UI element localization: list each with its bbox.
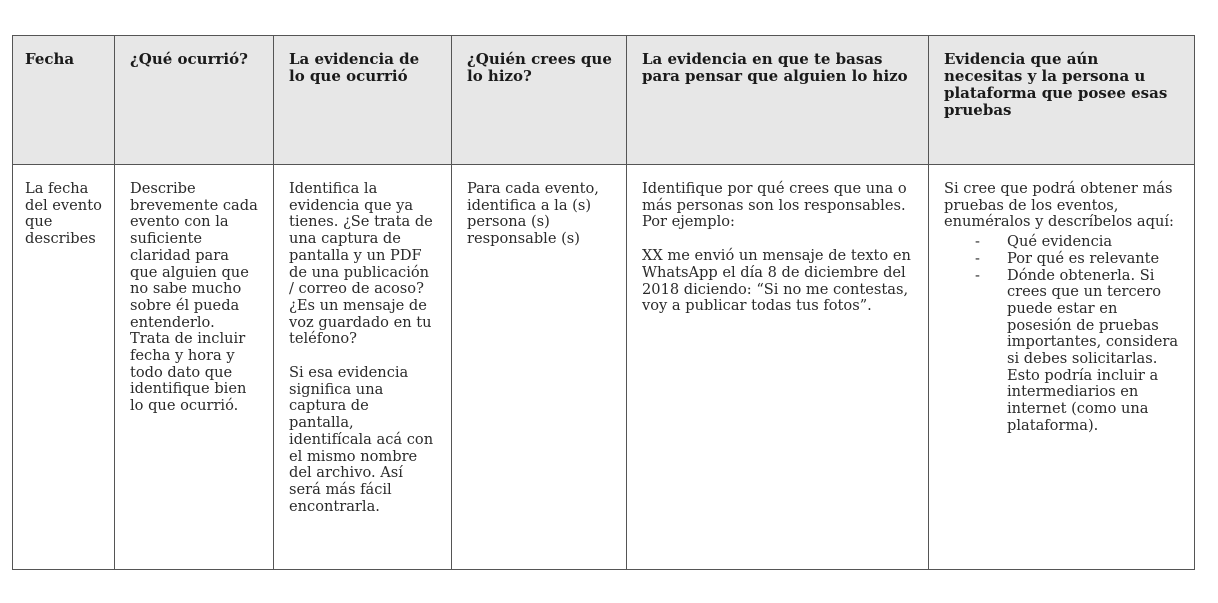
evidencia-paragraph-2: Si esa evidencia significa una captura de pantalla, identifícala acá con el mismo nombre del archivo. Así será más fácil encontrarla. xyxy=(289,364,434,515)
list-item: - Por qué es relevante xyxy=(1007,251,1180,268)
cell-fecha: La fecha del evento que describes xyxy=(13,165,115,570)
table-row xyxy=(13,165,1195,570)
cell-que-ocurrio: Describe brevemente cada evento con la suficiente claridad para que alguien que no sabe mucho sobre él pueda entenderlo. Trata de incluir fecha y hora y todo dato que identifique bien lo que ocurrió. xyxy=(115,165,274,570)
necesitas-list xyxy=(944,234,1180,434)
base-paragraph-2: XX me envió un mensaje de texto en WhatsApp el día 8 de diciembre del 2018 diciendo: “Si no me contestas, voy a publicar todas tus fotos”. xyxy=(642,247,911,315)
cell-necesitas xyxy=(929,165,1195,570)
header-necesitas: Evidencia que aún necesitas y la persona u plataforma que posee esas pruebas xyxy=(929,36,1195,165)
list-item: - Qué evidencia xyxy=(1007,234,1180,251)
header-quien: ¿Quién crees que lo hizo? xyxy=(452,36,627,165)
header-row xyxy=(13,36,1195,165)
evidencia-paragraph-1: Identifica la evidencia que ya tienes. ¿Se trata de una captura de pantalla y un PDF de una publicación / correo de acoso? ¿Es un mensaje de voz guardado en tu teléfono? xyxy=(289,180,433,348)
cell-base xyxy=(627,165,929,570)
list-item: - Dónde obtenerla. Si crees que un tercero puede estar en posesión de pruebas importantes, considera si debes solicitarlas. Esto podría incluir a intermediarios en internet (como una plataforma). xyxy=(1007,268,1180,435)
table-header xyxy=(13,36,1195,165)
base-paragraph-1: Identifique por qué crees que una o más personas son los responsables. Por ejemplo: xyxy=(642,180,907,231)
cell-quien: Para cada evento, identifica a la (s) persona (s) responsable (s) xyxy=(452,165,627,570)
header-base: La evidencia en que te basas para pensar que alguien lo hizo xyxy=(627,36,929,165)
header-evidencia: La evidencia de lo que ocurrió xyxy=(274,36,452,165)
header-que-ocurrio: ¿Qué ocurrió? xyxy=(115,36,274,165)
cell-evidencia xyxy=(274,165,452,570)
header-fecha: Fecha xyxy=(13,36,115,165)
table-body xyxy=(13,165,1195,570)
necesitas-intro: Si cree que podrá obtener más pruebas de los eventos, enuméralos y descríbelos aquí: xyxy=(944,180,1174,231)
evidence-table xyxy=(12,35,1195,570)
